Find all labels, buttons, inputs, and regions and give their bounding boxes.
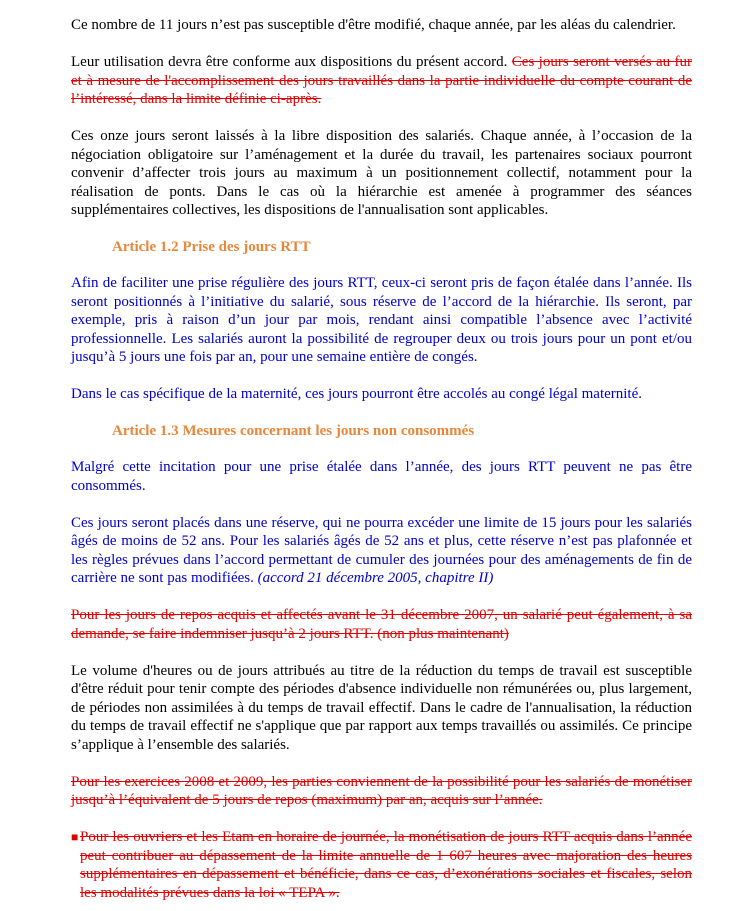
paragraph-reserve-text: Ces jours seront placés dans une réserve, qui ne pourra excéder une limite de 15 jours pour les salariés âgés de moins de 52 ans. Pour les salariés âgés de 52 ans et plus, cette réserve n’est pas plafonnée et les règles prévues dans l’accord permettant de cumuler des journées pour des aménagements de fin de carrière ne sont pas modifiées.: [71, 514, 692, 586]
accord-reference: (accord 21 décembre 2005, chapitre II): [257, 570, 494, 586]
struck-paragraph-indemnisation: Pour les jours de repos acquis et affectés avant le 31 décembre 2007, un salarié peut également, à sa demande, se faire indemniser jusqu’à 2 jours RTT. (non plus maintenant): [71, 607, 692, 642]
article-1-2-heading: Article 1.2 Prise des jours RTT: [112, 238, 311, 255]
struck-paragraph-exercices: Pour les exercices 2008 et 2009, les parties conviennent de la possibilité pour les salariés de monétiser jusqu’à l’équivalent de 5 jours de repos (maximum) par an, acquis sur l’année.: [71, 773, 692, 808]
paragraph-utilisation: [71, 53, 692, 109]
paragraph-reserve: [71, 514, 692, 588]
struck-text-versement: Ces jours seront versés au fur et à mesure de l'accomplissement des jours travaillés dans la partie individuelle du compte courant de l’intéressé, dans la limite définie ci-après.: [71, 54, 693, 107]
paragraph-utilisation-text: Leur utilisation devra être conforme aux dispositions du présent accord.: [71, 54, 508, 70]
article-1-3-heading: Article 1.3 Mesures concernant les jours non consommés: [112, 422, 475, 439]
paragraph-maternite: Dans le cas spécifique de la maternité, ces jours pourront être accolés au congé légal maternité.: [71, 386, 643, 402]
paragraph-incitation: Malgré cette incitation pour une prise étalée dans l’année, des jours RTT peuvent ne pas être consommés.: [71, 459, 692, 494]
struck-bullet-item: [71, 828, 692, 902]
paragraph-volume-heures: Le volume d'heures ou de jours attribués au titre de la réduction du temps de travail est susceptible d'être réduit pour tenir compte des périodes d'absence individuelle non rémunérées ou, plus largement, de périodes non assimilées à du temps de travail effectif. Dans le cadre de l'annualisation, la réduction du temps de travail effectif ne s'applique que par rapport aux temps travaillés ou assimilés. Ce principe s’applique à l’ensemble des salariés.: [71, 662, 692, 753]
paragraph-prise-rtt: Afin de faciliter une prise régulière des jours RTT, ceux-ci seront pris de façon étalée dans l’année. Ils seront positionnés à l’initiative du salarié, sous réserve de l’accord de la hiérarchie. Ils seront, par exemple, pris à raison d’un jour par mois, rendant ainsi compatible l’absence avec l’activité professionnelle. Les salariés auront la possibilité de regrouper deux ou trois jours pour un pont et/ou jusqu’à 5 jours une fois par an, pour une semaine entière de congés.: [71, 275, 692, 365]
bullet-icon: ■: [71, 830, 79, 844]
paragraph-onze-jours: Ces onze jours seront laissés à la libre disposition des salariés. Chaque année, à l’occasion de la négociation obligatoire sur l’aménagement et la durée du travail, les partenaires sociaux pourront convenir d’affecter trois jours au maximum à un positionnement collectif, notamment pour la réalisation de ponts. Dans le cas où la hiérarchie est amenée à programmer des séances supplémentaires collectives, les dispositions de l'annualisation sont applicables.: [71, 128, 692, 218]
struck-bullet-text: Pour les ouvriers et les Etam en horaire de journée, la monétisation de jours RTT acquis dans l’année peut contribuer au dépassement de la limite annuelle de 1 607 heures avec majoration des heures supplémentaires en dépassement et bénéficie, dans ce cas, d’exonérations sociales et fiscales, selon les modalités prévues dans la loi « TEPA ».: [80, 829, 692, 901]
paragraph-11-jours: Ce nombre de 11 jours n’est pas susceptible d'être modifié, chaque année, par les aléas du calendrier.: [71, 17, 676, 33]
